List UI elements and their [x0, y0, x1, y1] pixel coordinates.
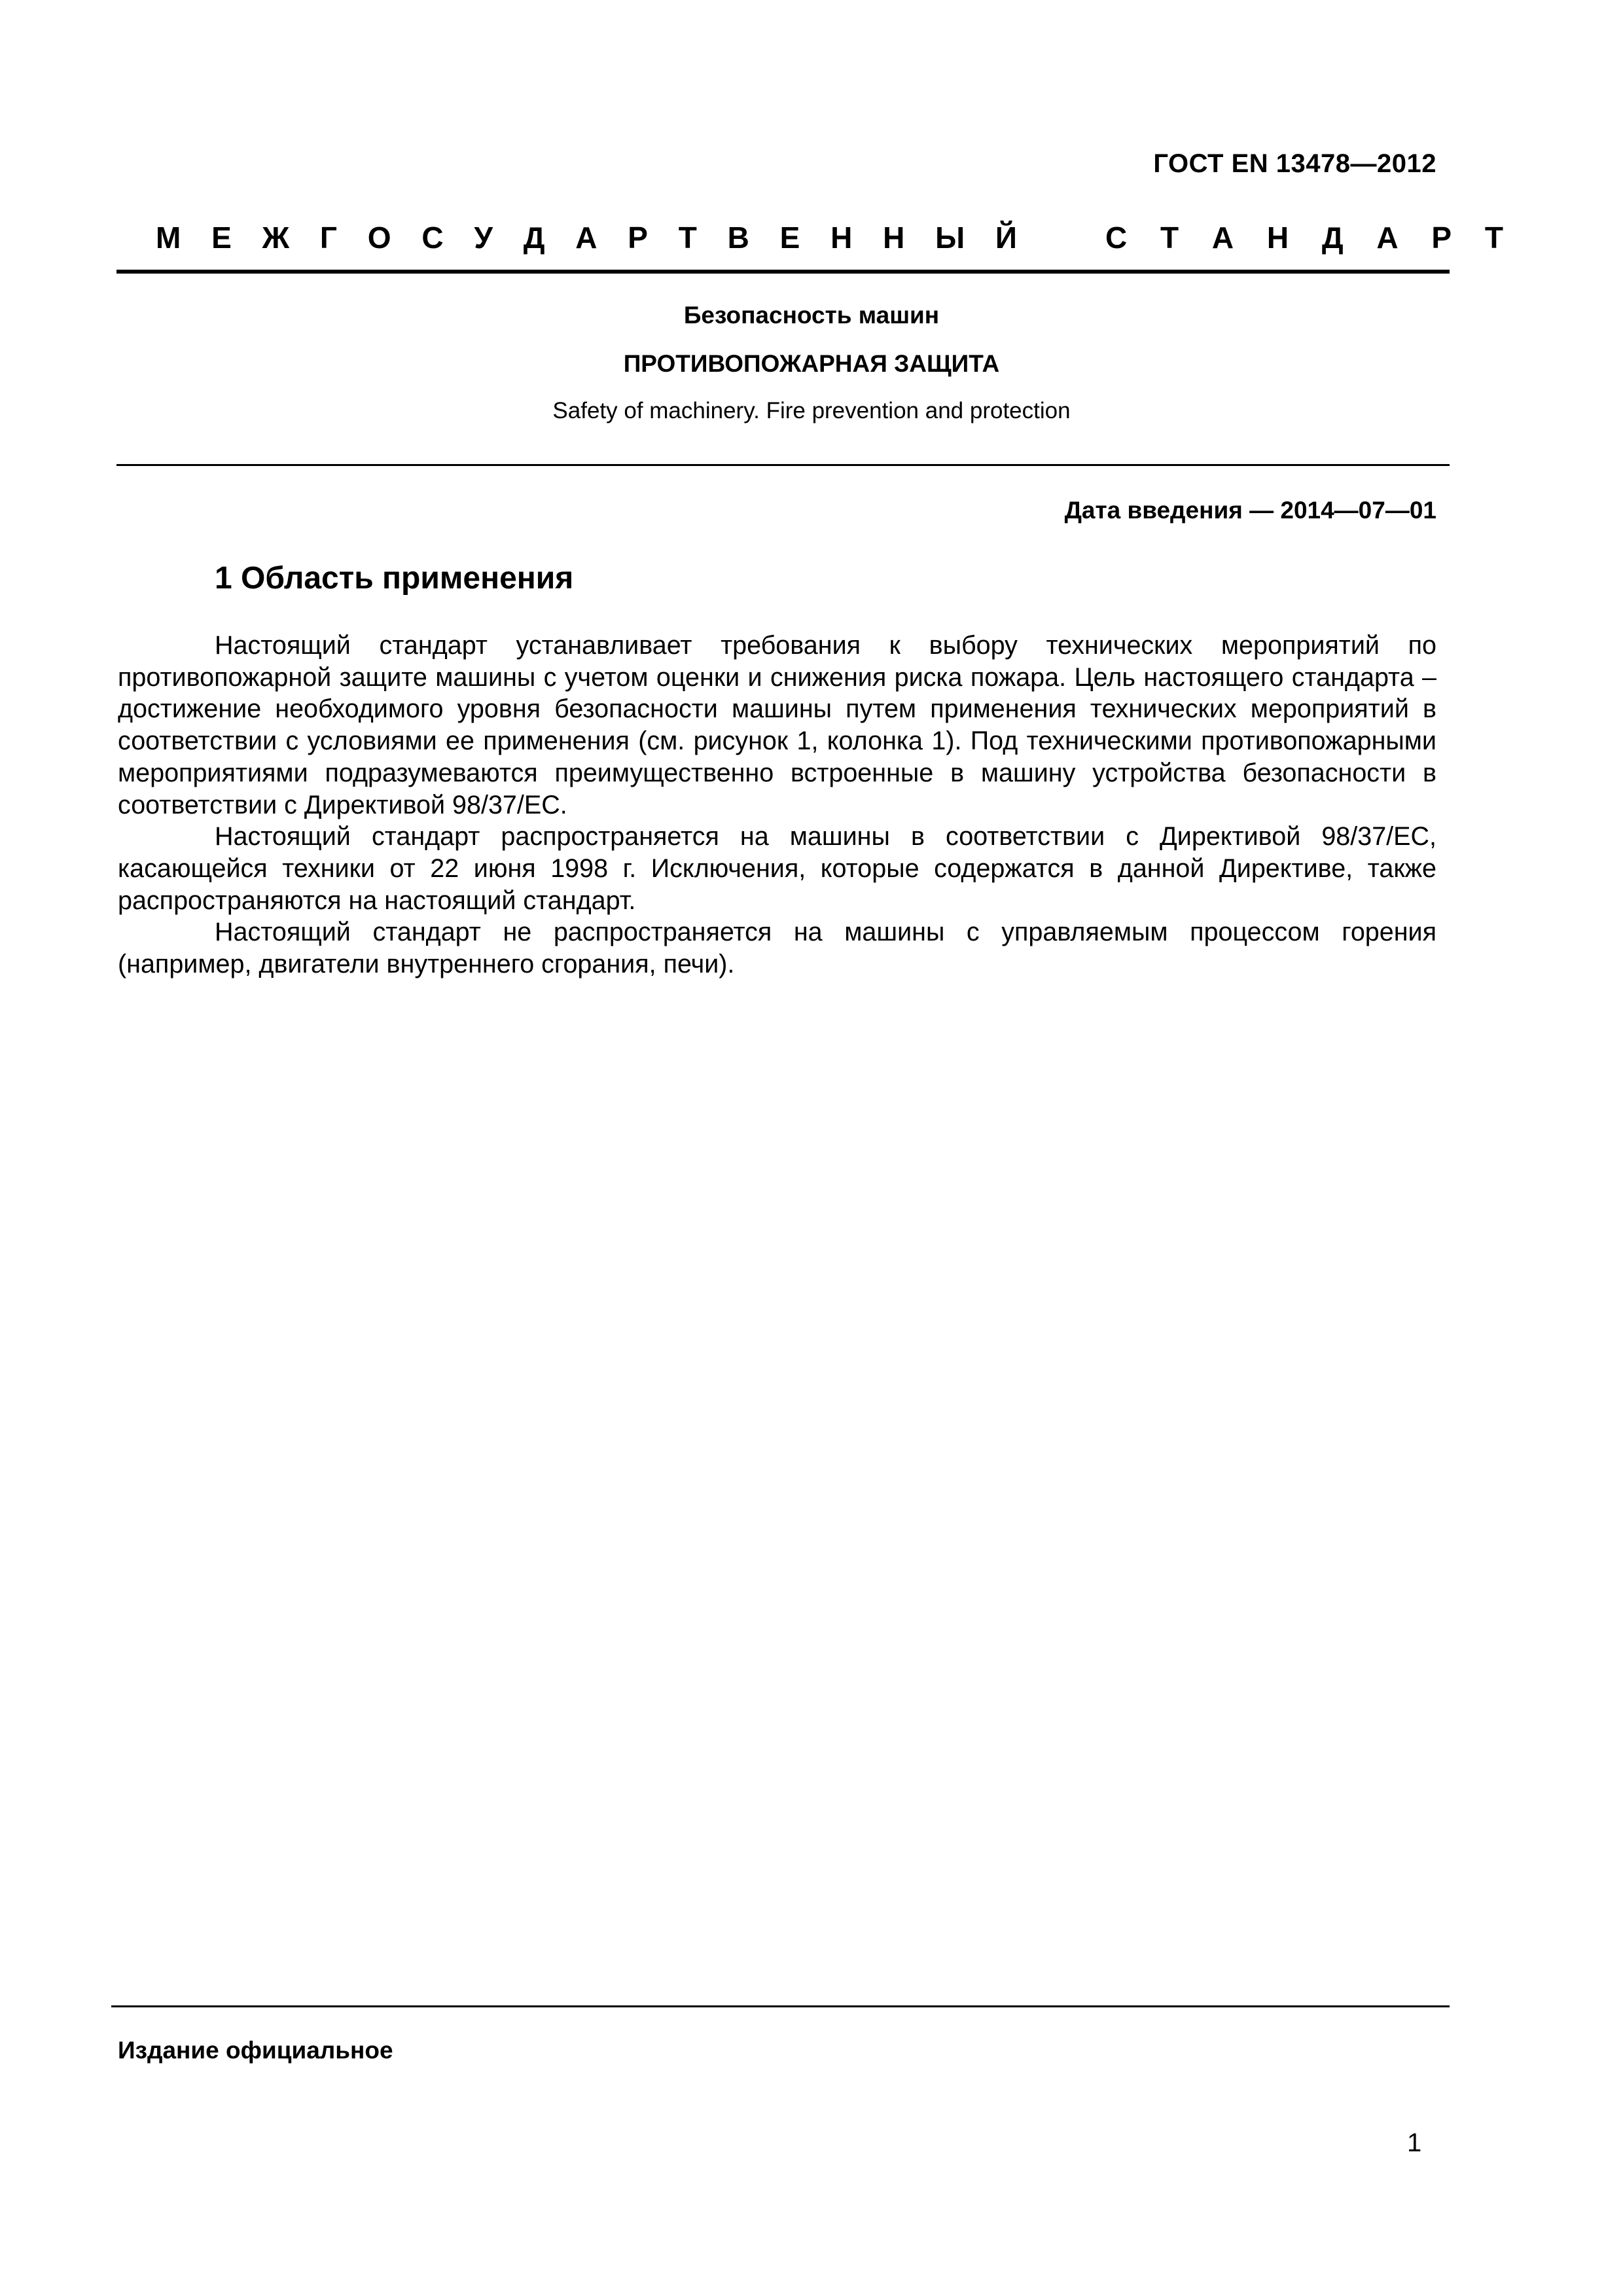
interstate-standard-banner [156, 220, 1516, 255]
document-number: ГОСТ EN 13478—2012 [1153, 149, 1436, 178]
paragraph: Настоящий стандарт не распространяется на машины с управляемым процессом горения (например, двигатели внутреннего сгорания, печи). [118, 918, 1436, 979]
title-line-2: ПРОТИВОПОЖАРНАЯ ЗАЩИТА [623, 350, 1000, 377]
interstate-word: М Е Ж Г О С У Д А Р Т В Е Н Н Ы Й [156, 221, 1028, 255]
standard-word: С Т А Н Д А Р Т [1105, 221, 1516, 255]
section-body [118, 630, 1436, 980]
title-divider [116, 464, 1450, 466]
paragraph: Настоящий стандарт устанавливает требования к выбору технических мероприятий по противопожарной защите машины с учетом оценки и снижения риска пожара. Цель настоящего стандарта – достижение необходимого уровня безопасности машины путем применения технических мероприятий в соответствии с условиями ее применения (см. рисунок 1, колонка 1). Под техническими противопожарными мероприятиями подразумеваются преимущественно встроенные в машину устройства безопасности в соответствии с Директивой 98/37/ЕС. [118, 631, 1436, 819]
section-heading: 1 Область применения [215, 561, 574, 596]
footer-divider [111, 2005, 1450, 2007]
title-line-1: Безопасность машин [683, 302, 940, 329]
introduction-date: Дата введения — 2014—07—01 [1064, 497, 1436, 524]
edition-label: Издание официальное [118, 2037, 393, 2064]
page-number: 1 [1407, 2128, 1422, 2157]
paragraph: Настоящий стандарт распространяется на машины в соответствии с Директивой 98/37/ЕС, касающейся техники от 22 июня 1998 г. Исключения, которые содержатся в данной Директиве, также распространяются на настоящий стандарт. [118, 822, 1436, 915]
title-english: Safety of machinery. Fire prevention and protection [552, 398, 1071, 423]
header-divider [116, 270, 1450, 274]
